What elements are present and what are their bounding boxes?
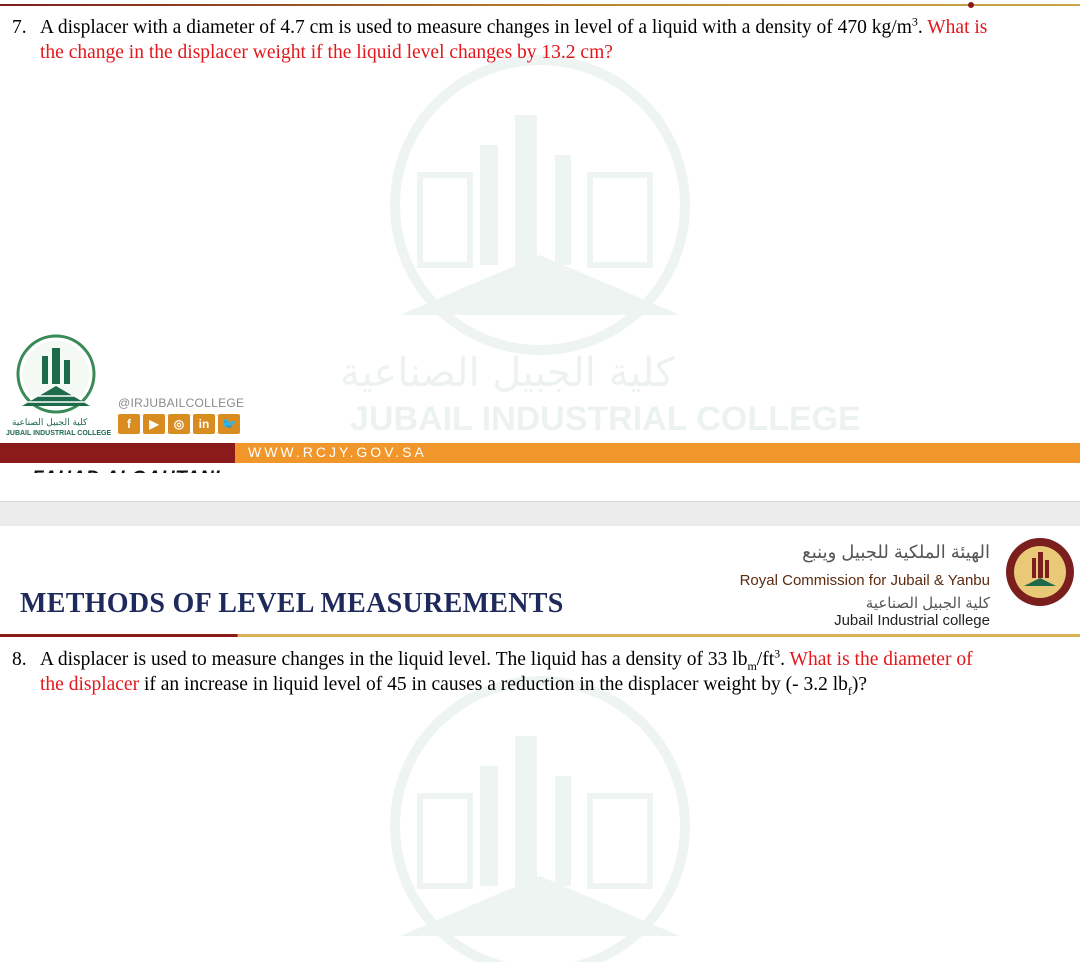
commission-name-english: Royal Commission for Jubail & Yanbu <box>739 572 990 589</box>
footer-bar-maroon <box>0 443 235 463</box>
question-number: 7. <box>12 17 27 38</box>
header-rule <box>0 634 1080 637</box>
footer-bar <box>0 443 1080 463</box>
slide-gap <box>0 473 1080 501</box>
rule-dot <box>968 2 974 8</box>
slide-question-8 <box>0 526 1080 962</box>
superscript: 3 <box>774 646 781 661</box>
college-watermark-emblem <box>340 676 740 962</box>
linkedin-icon[interactable]: in <box>193 414 215 434</box>
page-title: METHODS OF LEVEL MEASUREMENTS <box>20 588 564 619</box>
twitter-icon[interactable]: 🐦 <box>218 414 240 434</box>
question-line2 <box>12 672 1062 697</box>
slide-question-7 <box>0 0 1080 473</box>
question-prompt: What is <box>927 17 988 38</box>
superscript: 3 <box>911 14 918 29</box>
question-punct: . <box>917 17 928 38</box>
social-icons <box>118 414 240 434</box>
social-handle: @IRJUBAILCOLLEGE <box>118 396 245 410</box>
logo-arabic-caption: كلية الجبيل الصناعية <box>12 418 88 428</box>
instagram-icon[interactable]: ◎ <box>168 414 190 434</box>
watermark-arabic: كلية الجبيل الصناعية <box>340 350 675 396</box>
question-punct: . <box>780 649 790 670</box>
question-7 <box>12 15 1062 65</box>
royal-commission-seal <box>1004 536 1076 608</box>
question-number: 8. <box>12 649 27 670</box>
question-end: )? <box>851 674 868 695</box>
question-prompt-line2: the displacer <box>40 674 140 695</box>
logo-english-caption: JUBAIL INDUSTRIAL COLLEGE <box>6 430 112 437</box>
watermark-english: JUBAIL INDUSTRIAL COLLEGE <box>350 400 861 438</box>
question-prompt-line2: the change in the displacer weight if the liquid level changes by 13.2 cm? <box>40 42 613 63</box>
question-8 <box>12 647 1062 697</box>
college-name-arabic: كلية الجبيل الصناعية <box>865 595 990 612</box>
subscript-m: m <box>747 658 757 673</box>
question-text: A displacer is used to measure changes in the liquid level. The liquid has a density of 33 lb <box>40 649 748 670</box>
question-text: A displacer with a diameter of 4.7 cm is used to measure changes in level of a liquid with a density of 470 kg/m <box>40 17 912 38</box>
subscript-f: f <box>847 683 852 698</box>
website-link[interactable]: WWW.RCJY.GOV.SA <box>248 444 427 460</box>
facebook-icon[interactable]: f <box>118 414 140 434</box>
commission-name-arabic: الهيئة الملكية للجبيل وينبع <box>802 542 990 562</box>
top-rule <box>0 4 1080 6</box>
question-text-unit: /ft <box>756 649 775 670</box>
college-name-english: Jubail Industrial college <box>834 612 990 629</box>
slide-separator <box>0 501 1080 527</box>
college-watermark-emblem <box>340 55 740 355</box>
question-text-cont: if an increase in liquid level of 45 in causes a reduction in the displacer weight by (- 3.2 lb <box>139 674 848 695</box>
question-prompt: What is the diameter of <box>789 649 973 670</box>
youtube-icon[interactable]: ▶ <box>143 414 165 434</box>
